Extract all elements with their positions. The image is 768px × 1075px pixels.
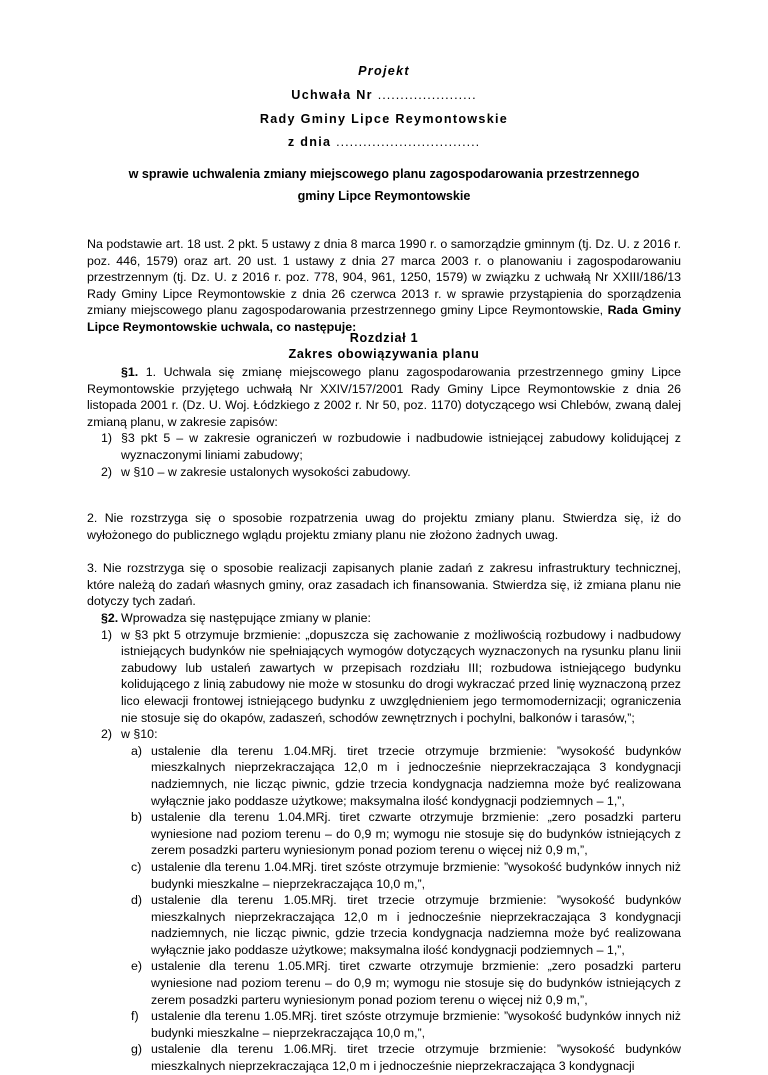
title-line-2: gminy Lipce Reymontowskie (297, 189, 471, 203)
resolution-date (87, 134, 681, 151)
subitem-letter: g) (131, 1042, 143, 1057)
resolution-date-label: z dnia (287, 135, 332, 149)
section-2-subitem-a (87, 743, 681, 809)
subitem-letter: b) (131, 810, 143, 825)
section-2-item-2 (87, 726, 681, 743)
subitem-text: ustalenie dla terenu 1.05.MRj. tiret trzecie otrzymuje brzmienie: ”wysokość budynków mieszkalnych nieprzekraczająca 12,0 m i jednocześnie nieprzekraczająca 3 kondygnacji nadziemnych, nie licząc piwnic, gdzie trzecia kondygnacja nadziemna może być realizowana wyłącznie jako poddasze użytkowe; maksymalna ilość kondygnacji podziemnych – 1,”, (151, 893, 681, 957)
item-text: w §10 – w zakresie ustalonych wysokości zabudowy. (121, 464, 411, 479)
legal-basis-enactment: Rada Gminy Lipce Reymontowskie uchwala, co następuje: (87, 303, 681, 334)
title-line-1: w sprawie uchwalenia zmiany miejscowego planu zagospodarowania przestrzennego (128, 167, 640, 181)
section-2-lead-text: Wprowadza się następujące zmiany w planie: (121, 611, 372, 625)
item-number: 2) (101, 464, 113, 479)
resolution-number-label: Uchwała Nr (291, 88, 373, 102)
section-1-item-1 (87, 430, 681, 463)
draft-label: Projekt (358, 64, 410, 78)
section-2-subitem-b (87, 809, 681, 859)
section-2-item-1 (87, 627, 681, 727)
item-number: 2) (101, 727, 113, 742)
section-1-item-2 (87, 464, 681, 481)
subitem-text: ustalenie dla terenu 1.04.MRj. tiret trzecie otrzymuje brzmienie: ”wysokość budynków mieszkalnych nieprzekraczająca 12,0 m i jednocześnie nieprzekraczająca 3 kondygnacji nadziemnych, nie licząc piwnic, gdzie trzecia kondygnacja nadziemna może być realizowana wyłącznie jako poddasze użytkowe; maksymalna ilość kondygnacji podziemnych – 1,”, (151, 743, 681, 808)
subitem-letter: e) (131, 959, 143, 974)
resolution-date-blank: ................................ (336, 135, 481, 149)
chapter-label: Rozdział 1 (349, 331, 419, 345)
item-text: §3 pkt 5 – w zakresie ograniczeń w rozbudowie i nadbudowie istniejącej zabudowy kolidującej z wyznaczonymi liniami zabudowy; (121, 431, 681, 462)
subitem-letter: d) (131, 893, 143, 908)
section-2-subitem-g (87, 1041, 681, 1074)
item-number: 1) (101, 431, 113, 446)
section-2 (87, 610, 681, 1075)
chapter-heading (87, 330, 681, 362)
section-2-subitem-c (87, 859, 681, 892)
section-1 (87, 364, 681, 480)
legal-basis-text: Na podstawie art. 18 ust. 2 pkt. 5 ustawy z dnia 8 marca 1990 r. o samorządzie gminnym (tj. Dz. U. z 2016 r. poz. 446, 1579) oraz art. 20 ust. 1 ustawy z dnia 27 marca 2003 r. o planowaniu i zagospodarowaniu przestrzennym (tj. Dz. U. z 2016 r. poz. 778, 904, 961, 1250, 1579) w związku z uchwałą Nr XXIII/186/13 Rady Gminy Lipce Reymontowskie z dnia 26 czerwca 2013 r. w sprawie przystąpienia do sporządzenia zmiany miejscowego planu zagospodarowania przestrzennego gminy Lipce Reymontowskie, (87, 237, 681, 318)
resolution-number-blank: ...................... (377, 88, 477, 102)
section-2-subitem-f (87, 1008, 681, 1041)
subitem-text: ustalenie dla terenu 1.04.MRj. tiret czwarte otrzymuje brzmienie: „zero posadzki parteru wyniesione nad poziom terenu – do 0,9 m; wymogu nie stosuje się do budynków istniejących z zerem posadzki parteru wyniesionym ponad poziom terenu o więcej niż 0,9 m,”, (151, 810, 681, 858)
subitem-letter: f) (131, 1009, 139, 1024)
section-2-lead (87, 610, 681, 627)
subitem-text: ustalenie dla terenu 1.04.MRj. tiret szóste otrzymuje brzmienie: ”wysokość budynków innych niż budynki mieszkalne – nieprzekraczająca 10,0 m,”, (151, 859, 681, 891)
section-2-mark: §2. (101, 611, 119, 625)
section-1-mark: §1. (121, 365, 139, 379)
section-2-subitem-e (87, 958, 681, 1008)
document-title (87, 163, 681, 207)
subitem-letter: c) (131, 859, 142, 874)
chapter-name: Zakres obowiązywania planu (288, 347, 480, 361)
section-1-paragraph-3: 3. Nie rozstrzyga się o sposobie realizacji zapisanych planie zadań z zakresu infrastruktury technicznej, które należą do zadań własnych gminy, oraz zasadach ich finansowania. Stwierdza się, iż zmiana planu nie dotyczy tych zadań. (87, 561, 681, 609)
subitem-text: ustalenie dla terenu 1.06.MRj. tiret trzecie otrzymuje brzmienie: ”wysokość budynków mieszkalnych nieprzekraczająca 12,0 m i jednocześnie nieprzekraczająca 3 kondygnacji (151, 1042, 681, 1074)
item-text: w §3 pkt 5 otrzymuje brzmienie: „dopuszcza się zachowanie z możliwością rozbudowy i nadbudowy istniejących budynków nie spełniających wymogów dotyczących wyznaczonych na rysunku planu linii zabudowy lub ustaleń zawartych w przepisach rozdziału III; rozbudowa istniejącego budynku kolidującego z linią zabudowy nie może w stosunku do drogi wykraczać przed linię wyznaczoną przez lico elewacji frontowej istniejącego budynku z uwzględnieniem jego termomodernizacji; ograniczenia nie stosuje się do okapów, zadaszeń, schodów zewnętrznych i pochylni, balkonów i tarasów,”; (121, 627, 681, 725)
item-text: w §10: (121, 727, 158, 742)
subitem-text: ustalenie dla terenu 1.05.MRj. tiret szóste otrzymuje brzmienie: ”wysokość budynków innych niż budynki mieszkalne – nieprzekraczająca 10,0 m,”, (151, 1009, 681, 1040)
section-2-subitem-d (87, 892, 681, 958)
section-1-paragraph-1 (87, 364, 681, 430)
legal-basis-paragraph (87, 236, 681, 336)
item-number: 1) (101, 627, 113, 642)
subitem-letter: a) (131, 743, 143, 758)
subitem-text: ustalenie dla terenu 1.05.MRj. tiret czwarte otrzymuje brzmienie: „zero posadzki parteru wyniesione nad poziom terenu – do 0,9 m; wymogu nie stosuje się do budynków istniejących z zerem posadzki parteru wyniesionym ponad poziom terenu o więcej niż 0,9 m,”, (151, 959, 681, 1007)
council-name: Rady Gminy Lipce Reymontowskie (259, 112, 509, 126)
section-1-text: 1. Uchwala się zmianę miejscowego planu zagospodarowania przestrzennego gminy Lipce Reymontowskie przyjętego uchwałą Nr XXIV/157/2001 Rady Gminy Lipce Reymontowskie z dnia 26 listopada 2001 r. (Dz. U. Woj. Łódzkiego z 2002 r. Nr 50, poz. 1170) dotyczącego wsi Chlebów, zwaną dalej zmianą planu, w zakresie zapisów: (87, 365, 681, 429)
section-1-paragraph-2: 2. Nie rozstrzyga się o sposobie rozpatrzenia uwag do projektu zmiany planu. Stwierdza się, iż do wyłożonego do publicznego wglądu projektu zmiany planu nie złożono żadnych uwag. (87, 511, 681, 542)
resolution-number (87, 87, 681, 104)
